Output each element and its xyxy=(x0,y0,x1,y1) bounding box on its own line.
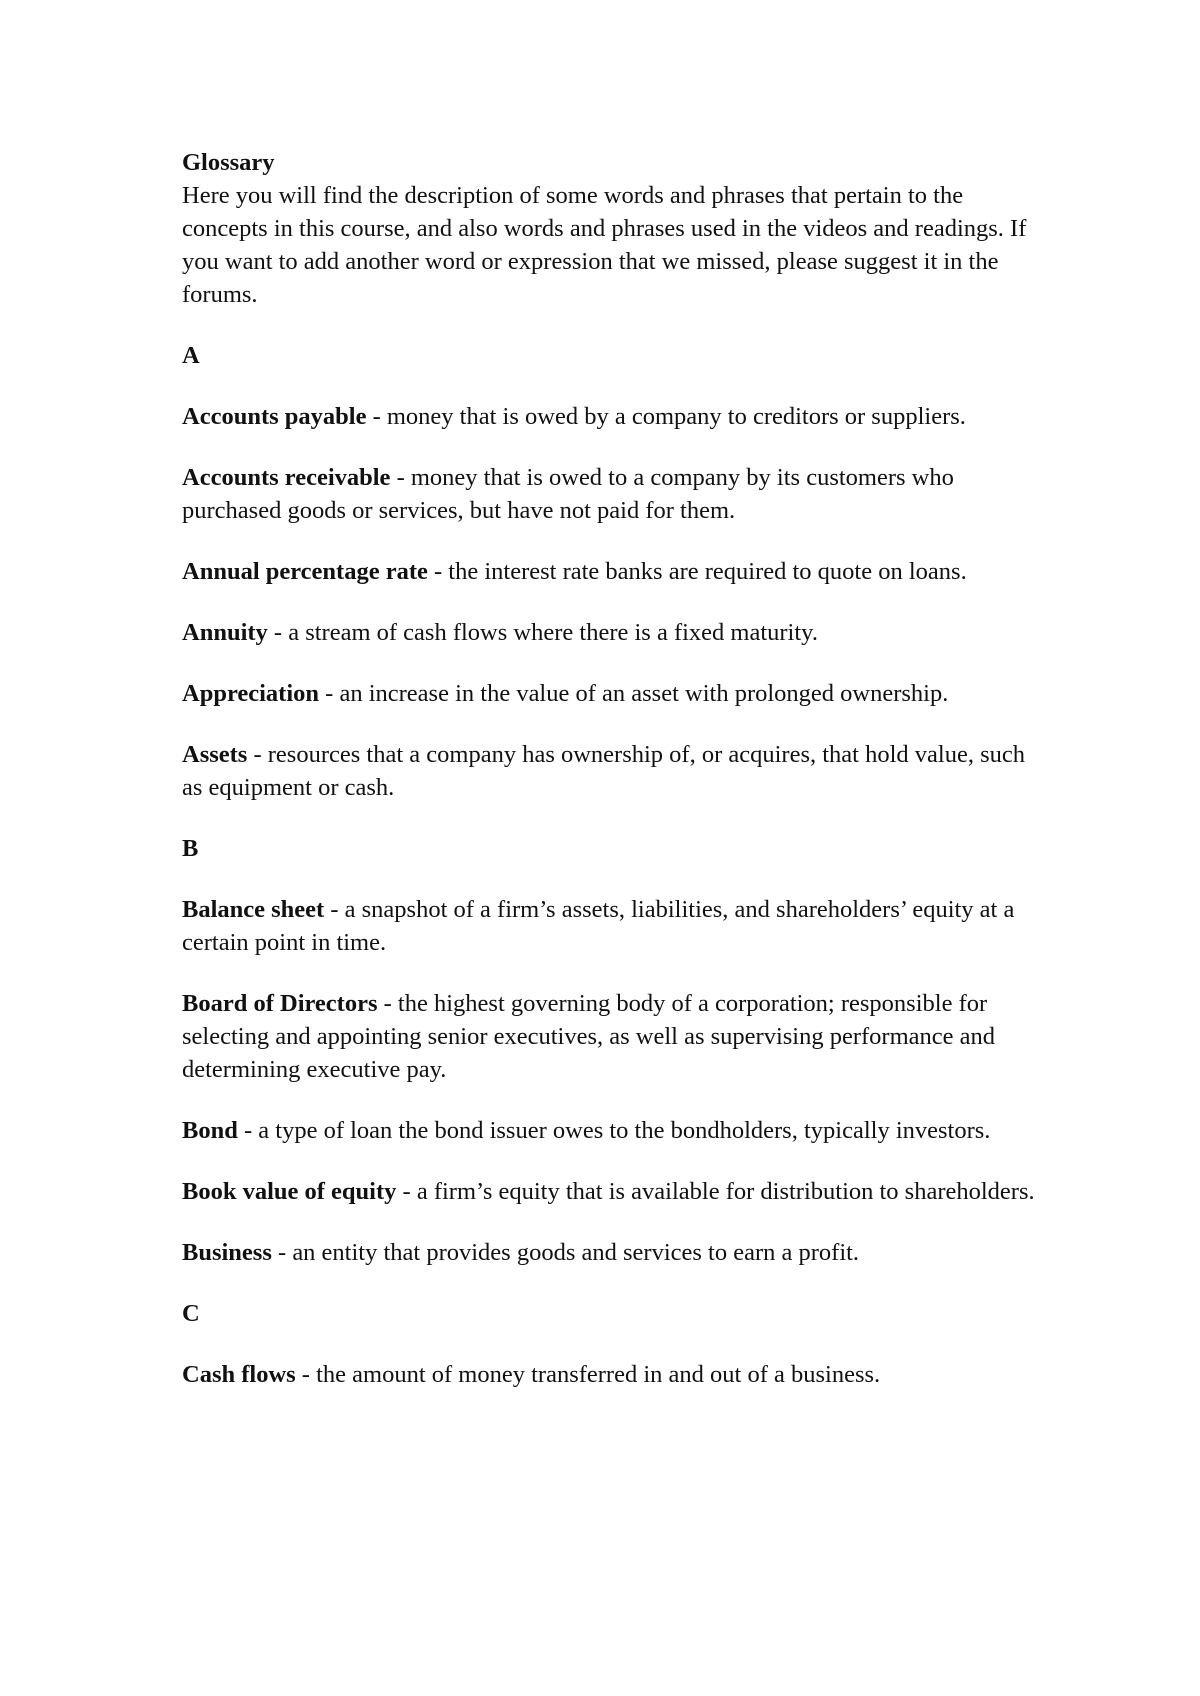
glossary-entry xyxy=(182,1175,1042,1208)
term-separator: - xyxy=(324,896,345,923)
term-separator: - xyxy=(247,741,268,768)
glossary-term: Accounts receivable xyxy=(182,464,391,491)
glossary-definition: an entity that provides goods and services to earn a profit. xyxy=(292,1239,860,1266)
term-separator: - xyxy=(390,464,411,491)
glossary-term: Bond xyxy=(182,1117,238,1144)
glossary-definition: a type of loan the bond issuer owes to the bondholders, typically investors. xyxy=(258,1117,991,1144)
glossary-entry xyxy=(182,677,1042,710)
glossary-sections xyxy=(182,339,1042,1391)
glossary-definition: an increase in the value of an asset with prolonged ownership. xyxy=(339,680,949,707)
term-separator: - xyxy=(237,1117,259,1144)
glossary-term: Annuity xyxy=(182,619,268,646)
glossary-entry xyxy=(182,1114,1042,1147)
glossary-definition: a firm’s equity that is available for distribution to shareholders. xyxy=(416,1178,1035,1205)
term-separator: - xyxy=(377,990,398,1017)
section-letter-a: A xyxy=(182,342,200,369)
term-separator: - xyxy=(295,1361,317,1388)
glossary-content xyxy=(182,146,1042,1419)
glossary-term: Board of Directors xyxy=(182,990,378,1017)
glossary-entry xyxy=(182,461,1042,527)
glossary-term: Balance sheet xyxy=(182,896,325,923)
glossary-entry xyxy=(182,738,1042,804)
glossary-definition: the amount of money transferred in and out of a business. xyxy=(316,1361,881,1388)
term-separator: - xyxy=(396,1178,417,1205)
glossary-entry xyxy=(182,987,1042,1086)
glossary-entry xyxy=(182,616,1042,649)
glossary-definition: a stream of cash flows where there is a fixed maturity. xyxy=(288,619,818,646)
glossary-intro: Here you will find the description of some words and phrases that pertain to the concepts in this course, and also words and phrases used in the videos and readings. If you want to add another word or expression that we missed, please suggest it in the forums. xyxy=(182,182,1027,308)
glossary-entry xyxy=(182,400,1042,433)
glossary-term: Cash flows xyxy=(182,1361,296,1388)
glossary-term: Accounts payable xyxy=(182,403,367,430)
glossary-definition: the interest rate banks are required to quote on loans. xyxy=(448,558,967,585)
glossary-term: Assets xyxy=(182,741,248,768)
glossary-entry xyxy=(182,893,1042,959)
glossary-definition: money that is owed to a company by its customers who purchased goods or services, but have not paid for them. xyxy=(182,464,954,524)
term-separator: - xyxy=(427,558,449,585)
glossary-title: Glossary xyxy=(182,149,275,176)
term-separator: - xyxy=(271,1239,293,1266)
section-letter-c: C xyxy=(182,1300,200,1327)
glossary-term: Annual percentage rate xyxy=(182,558,428,585)
glossary-term: Book value of equity xyxy=(182,1178,397,1205)
term-separator: - xyxy=(366,403,387,430)
term-separator: - xyxy=(267,619,289,646)
glossary-term: Appreciation xyxy=(182,680,320,707)
glossary-definition: a snapshot of a firm’s assets, liabilities, and shareholders’ equity at a certain point in time. xyxy=(182,896,1015,956)
glossary-definition: resources that a company has ownership of, or acquires, that hold value, such as equipment or cash. xyxy=(182,741,1025,801)
glossary-definition: money that is owed by a company to creditors or suppliers. xyxy=(386,403,966,430)
glossary-term: Business xyxy=(182,1239,272,1266)
term-separator: - xyxy=(319,680,340,707)
glossary-entry xyxy=(182,1358,1042,1391)
glossary-entry xyxy=(182,555,1042,588)
section-letter-b: B xyxy=(182,835,199,862)
glossary-entry xyxy=(182,1236,1042,1269)
glossary-definition: the highest governing body of a corporation; responsible for selecting and appointing senior executives, as well as supervising performance and determining executive pay. xyxy=(182,990,996,1083)
